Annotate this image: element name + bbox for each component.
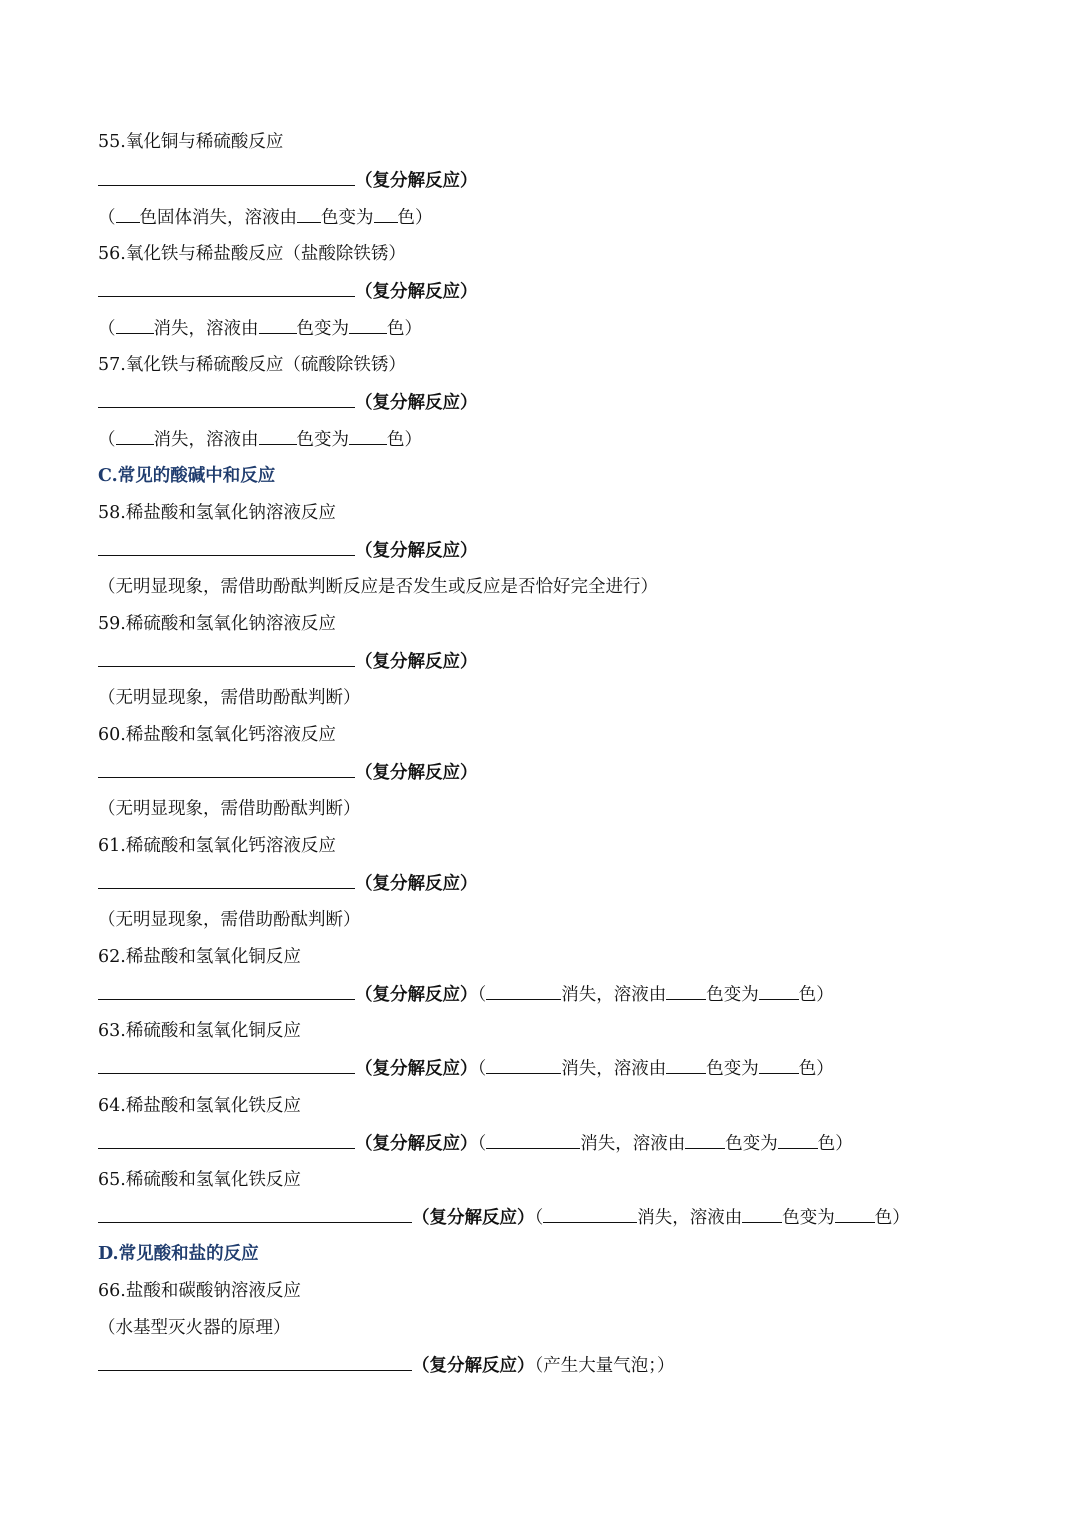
answer-blank[interactable]	[98, 1056, 355, 1074]
q66-observation: （产生大量气泡；）	[534, 1356, 675, 1376]
q65-answer-line: （复分解反应）（ 消失，溶液由 色变为 色）	[98, 1205, 910, 1229]
q57-note: （ 消失，溶液由 色变为 色）	[98, 427, 422, 451]
fill-blank[interactable]	[259, 316, 297, 334]
reaction-type-tag: （复分解反应）	[412, 1208, 535, 1228]
q65-title: 65.稀硫酸和氢氧化铁反应	[98, 1170, 301, 1190]
q60-answer-line	[98, 760, 478, 784]
reaction-type-tag: （复分解反应）	[355, 763, 478, 783]
answer-blank[interactable]	[98, 1353, 412, 1371]
reaction-type-tag: （复分解反应）	[355, 652, 478, 672]
q61-title: 61.稀硫酸和氢氧化钙溶液反应	[98, 836, 336, 856]
q61-note: （无明显现象，需借助酚酞判断）	[98, 910, 361, 930]
reaction-type-tag: （复分解反应）	[355, 393, 478, 413]
fill-blank[interactable]	[759, 1056, 799, 1074]
reaction-type-tag: （复分解反应）	[355, 171, 478, 191]
q57-answer-line	[98, 390, 478, 414]
reaction-type-tag: （复分解反应）	[355, 874, 478, 894]
q56-note: （ 消失，溶液由 色变为 色）	[98, 316, 422, 340]
q59-answer-line	[98, 649, 478, 673]
fill-blank[interactable]	[486, 1131, 580, 1149]
q60-title: 60.稀盐酸和氢氧化钙溶液反应	[98, 725, 336, 745]
q66-title: 66.盐酸和碳酸钠溶液反应	[98, 1281, 301, 1301]
q66-note: （水基型灭火器的原理）	[98, 1318, 291, 1338]
fill-blank[interactable]	[486, 1056, 561, 1074]
q56-title: 56.氧化铁与稀盐酸反应（盐酸除铁锈）	[98, 244, 406, 264]
q63-title: 63.稀硫酸和氢氧化铜反应	[98, 1021, 301, 1041]
reaction-type-tag: （复分解反应）	[355, 1134, 478, 1154]
q55-answer-line	[98, 168, 478, 192]
q59-title: 59.稀硫酸和氢氧化钠溶液反应	[98, 614, 336, 634]
answer-blank[interactable]	[98, 390, 355, 408]
q57-title: 57.氧化铁与稀硫酸反应（硫酸除铁锈）	[98, 355, 406, 375]
fill-blank[interactable]	[543, 1205, 637, 1223]
q58-answer-line	[98, 538, 478, 562]
answer-blank[interactable]	[98, 982, 355, 1000]
fill-blank[interactable]	[742, 1205, 782, 1223]
q64-title: 64.稀盐酸和氢氧化铁反应	[98, 1096, 301, 1116]
fill-blank[interactable]	[486, 982, 561, 1000]
q61-answer-line	[98, 871, 478, 895]
q62-answer-line: （复分解反应）（ 消失，溶液由 色变为 色）	[98, 982, 834, 1006]
answer-blank[interactable]	[98, 538, 355, 556]
fill-blank[interactable]	[759, 982, 799, 1000]
fill-blank[interactable]	[116, 316, 154, 334]
section-heading-c: C.常见的酸碱中和反应	[98, 466, 276, 486]
fill-blank[interactable]	[349, 427, 387, 445]
answer-blank[interactable]	[98, 1131, 355, 1149]
reaction-type-tag: （复分解反应）	[355, 541, 478, 561]
q58-title: 58.稀盐酸和氢氧化钠溶液反应	[98, 503, 336, 523]
fill-blank[interactable]	[297, 205, 321, 223]
reaction-type-tag: （复分解反应）	[355, 985, 478, 1005]
q56-answer-line	[98, 279, 478, 303]
q55-note: （ 色固体消失，溶液由 色变为 色）	[98, 205, 433, 229]
fill-blank[interactable]	[349, 316, 387, 334]
reaction-type-tag: （复分解反应）	[355, 282, 478, 302]
fill-blank[interactable]	[666, 982, 706, 1000]
fill-blank[interactable]	[374, 205, 398, 223]
answer-blank[interactable]	[98, 168, 355, 186]
fill-blank[interactable]	[778, 1131, 818, 1149]
q60-note: （无明显现象，需借助酚酞判断）	[98, 799, 361, 819]
reaction-type-tag: （复分解反应）	[412, 1356, 535, 1376]
fill-blank[interactable]	[116, 427, 154, 445]
fill-blank[interactable]	[685, 1131, 725, 1149]
answer-blank[interactable]	[98, 279, 355, 297]
q62-title: 62.稀盐酸和氢氧化铜反应	[98, 947, 301, 967]
answer-blank[interactable]	[98, 649, 355, 667]
fill-blank[interactable]	[116, 205, 140, 223]
q66-answer-line	[98, 1353, 675, 1377]
section-heading-d: D.常见酸和盐的反应	[98, 1244, 259, 1264]
reaction-type-tag: （复分解反应）	[355, 1059, 478, 1079]
answer-blank[interactable]	[98, 871, 355, 889]
fill-blank[interactable]	[666, 1056, 706, 1074]
answer-blank[interactable]	[98, 760, 355, 778]
fill-blank[interactable]	[259, 427, 297, 445]
q59-note: （无明显现象，需借助酚酞判断）	[98, 688, 361, 708]
answer-blank[interactable]	[98, 1205, 412, 1223]
q58-note: （无明显现象，需借助酚酞判断反应是否发生或反应是否恰好完全进行）	[98, 577, 658, 597]
fill-blank[interactable]	[835, 1205, 875, 1223]
q55-title: 55.氧化铜与稀硫酸反应	[98, 132, 284, 152]
q63-answer-line: （复分解反应）（ 消失，溶液由 色变为 色）	[98, 1056, 834, 1080]
q64-answer-line: （复分解反应）（ 消失，溶液由 色变为 色）	[98, 1131, 853, 1155]
